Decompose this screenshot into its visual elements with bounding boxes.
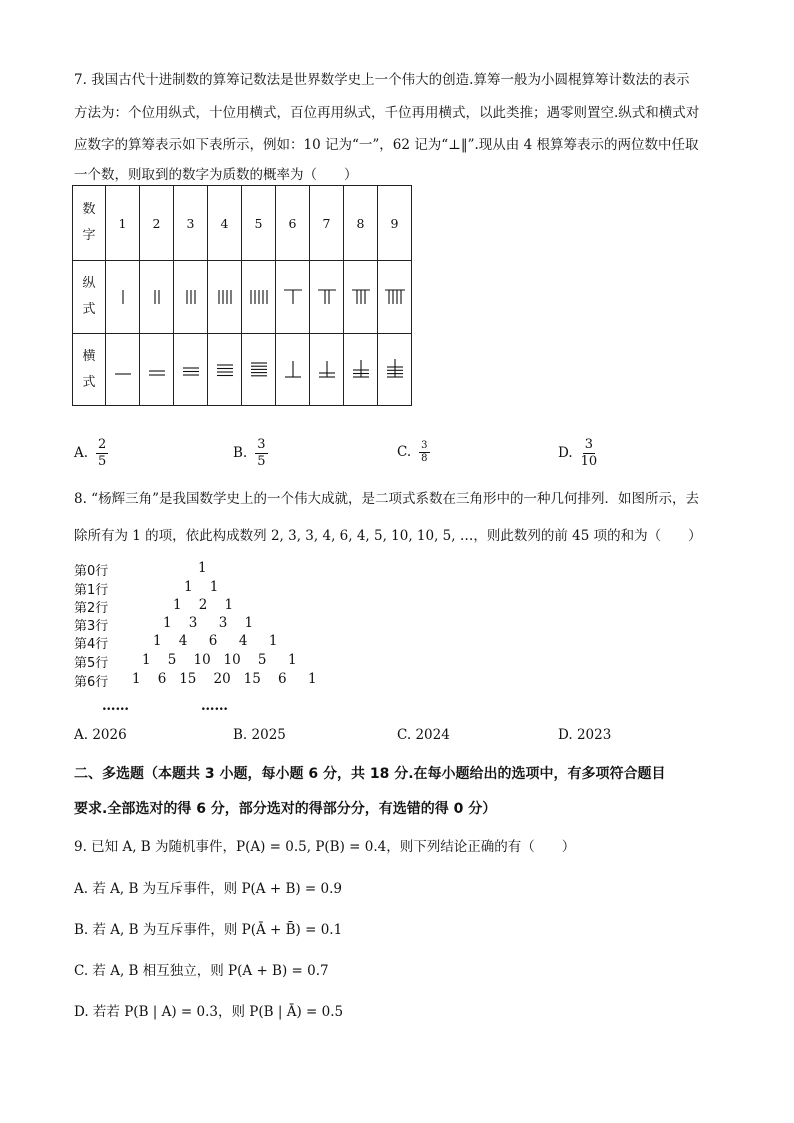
horizontal-rod-7-icon [315,359,339,381]
option-value: 2024 [415,727,450,743]
digit-cell: 3 [174,186,208,261]
rod-cell [140,334,174,406]
vertical-rod-1-icon [111,289,135,305]
rod-cell [344,334,378,406]
rod-cell [106,334,140,406]
numerator: 2 [98,437,107,452]
horizontal-rod-8-icon [349,359,373,381]
option-value: 2025 [251,727,286,743]
row-values: 1 5 10 10 5 1 [142,652,297,668]
digit-cell: 8 [344,186,378,261]
option-label: B. [233,445,248,461]
option-label: A. [74,445,89,461]
denominator: 5 [257,454,266,469]
rod-cell [242,334,276,406]
digit-cell: 1 [106,186,140,261]
denominator: 10 [580,454,598,469]
q7-option-a[interactable] [74,437,108,470]
counting-rods-table [72,185,412,406]
digit-cell: 7 [310,186,344,261]
q8-line-2: 除所有为 1 的项，依此构成数列 2, 3, 3, 4, 6, 4, 5, 10, 10, 5, …，则此数列的前 45 项的和为（ ） [74,528,702,544]
horizontal-rod-6-icon [281,359,305,381]
q7-line-4: 一个数，则取到的数字为质数的概率为（ ） [74,167,358,183]
row-values: 1 1 [184,579,219,595]
vertical-rod-6-icon [281,289,305,305]
horizontal-rod-5-icon [247,359,271,381]
row-header-text: 横式 [82,348,96,390]
row-header-vertical [73,261,106,334]
row-values: 1 3 3 1 [163,615,254,631]
denominator: 8 [421,453,428,464]
option-label: D. [558,727,573,743]
row-values: 1 6 15 20 15 6 1 [132,671,317,687]
vertical-form-row [73,261,412,334]
horizontal-rod-1-icon [111,359,135,381]
vertical-rod-3-icon [179,289,203,305]
denominator: 5 [98,454,107,469]
digit-row [73,186,412,261]
option-label: B. [233,727,248,743]
fraction [255,437,267,470]
horizontal-rod-2-icon [145,359,169,381]
horizontal-form-row [73,334,412,406]
q8-option-b[interactable] [233,727,286,743]
option-label: C. [397,444,412,460]
section-heading-line-1: 二、多选题（本题共 3 小题，每小题 6 分，共 18 分.在每小题给出的选项中，有多项符合题目 [74,766,666,782]
rod-cell [208,334,242,406]
numerator: 3 [257,437,266,452]
option-label: A. [74,727,89,743]
rod-cell [174,261,208,334]
rod-cell [378,261,412,334]
q7-line-2: 方法为：个位用纵式，十位用横式，百位再用纵式，千位再用横式，以此类推；遇零则置空.纵式和横式对 [74,105,700,121]
option-label: D. [558,445,573,461]
row-values: 1 2 1 [173,597,234,613]
q9-stem: 9. 已知 A, B 为随机事件，P(A) = 0.5, P(B) = 0.4，则下列结论正确的有（ ） [74,839,576,855]
row-label: 第3行 [74,619,109,634]
vertical-rod-4-icon [213,289,237,305]
fraction [96,437,108,470]
horizontal-rod-3-icon [179,359,203,381]
row-values: 1 4 6 4 1 [153,633,278,649]
rod-cell [344,261,378,334]
row-header-text: 纵式 [82,276,96,317]
vertical-rod-5-icon [247,289,271,305]
ellipsis-left: …… [102,698,129,714]
digit-cell: 4 [208,186,242,261]
option-label: C. [397,727,412,743]
vertical-rod-8-icon [349,289,373,305]
horizontal-rod-9-icon [383,359,407,381]
q9-option-a[interactable]: A. 若 A, B 为互斥事件，则 P(A + B) = 0.9 [74,881,343,897]
rod-cell [106,261,140,334]
q9-option-b[interactable]: B. 若 A, B 为互斥事件，则 P(Ā + B̄) = 0.1 [74,922,343,938]
q7-option-c[interactable] [397,440,430,465]
row-label: 第1行 [74,583,109,598]
digit-cell: 5 [242,186,276,261]
row-label: 第0行 [74,564,109,579]
vertical-rod-9-icon [383,289,407,305]
numerator: 3 [421,440,428,451]
vertical-rod-7-icon [315,289,339,305]
rod-cell [310,334,344,406]
row-label: 第6行 [74,675,109,690]
horizontal-rod-4-icon [213,359,237,381]
row-label: 第4行 [74,637,109,652]
rod-cell [242,261,276,334]
rod-cell [174,334,208,406]
q9-option-d[interactable]: D. 若若 P(B | A) = 0.3，则 P(B | Ā) = 0.5 [74,1004,344,1020]
option-value: 2026 [92,727,127,743]
rod-cell [276,334,310,406]
digit-cell: 2 [140,186,174,261]
q7-line-1: 7. 我国古代十进制数的算筹记数法是世界数学史上一个伟大的创造.算筹一般为小圆棍算筹计数法的表示 [74,72,690,88]
row-label: 第2行 [74,601,109,616]
q7-option-b[interactable] [233,437,268,470]
q7-line-3: 应数字的算筹表示如下表所示，例如：10 记为“一”，62 记为“⊥‖”.现从由 4 根算筹表示的两位数中任取 [74,137,699,153]
section-heading-line-2: 要求.全部选对的得 6 分，部分选对的得部分分，有选错的得 0 分） [74,801,497,817]
q9-option-c[interactable]: C. 若 A, B 相互独立，则 P(A + B) = 0.7 [74,963,329,979]
option-value: 2023 [576,727,612,743]
digit-cell: 9 [378,186,412,261]
ellipsis-right: …… [201,698,228,714]
vertical-rod-2-icon [145,289,169,305]
q8-option-d[interactable] [558,727,611,743]
row-header-horizontal [73,334,106,406]
row-label: 第5行 [74,656,109,671]
rod-cell [378,334,412,406]
q7-option-d[interactable] [558,437,597,470]
numerator: 3 [584,437,594,452]
row-header-text: 数字 [82,202,96,243]
rod-cell [276,261,310,334]
q8-option-c[interactable] [397,727,450,743]
fraction [581,437,598,470]
q8-option-a[interactable] [74,727,127,743]
q8-line-1: 8. “杨辉三角”是我国数学史上的一个伟大成就，是二项式系数在三角形中的一种几何排列．如图所示，去 [74,491,699,507]
row-values: 1 [198,560,207,576]
digit-cell: 6 [276,186,310,261]
row-header-digit [73,186,106,261]
rod-cell [310,261,344,334]
rod-cell [208,261,242,334]
rod-cell [140,261,174,334]
fraction [419,440,429,465]
